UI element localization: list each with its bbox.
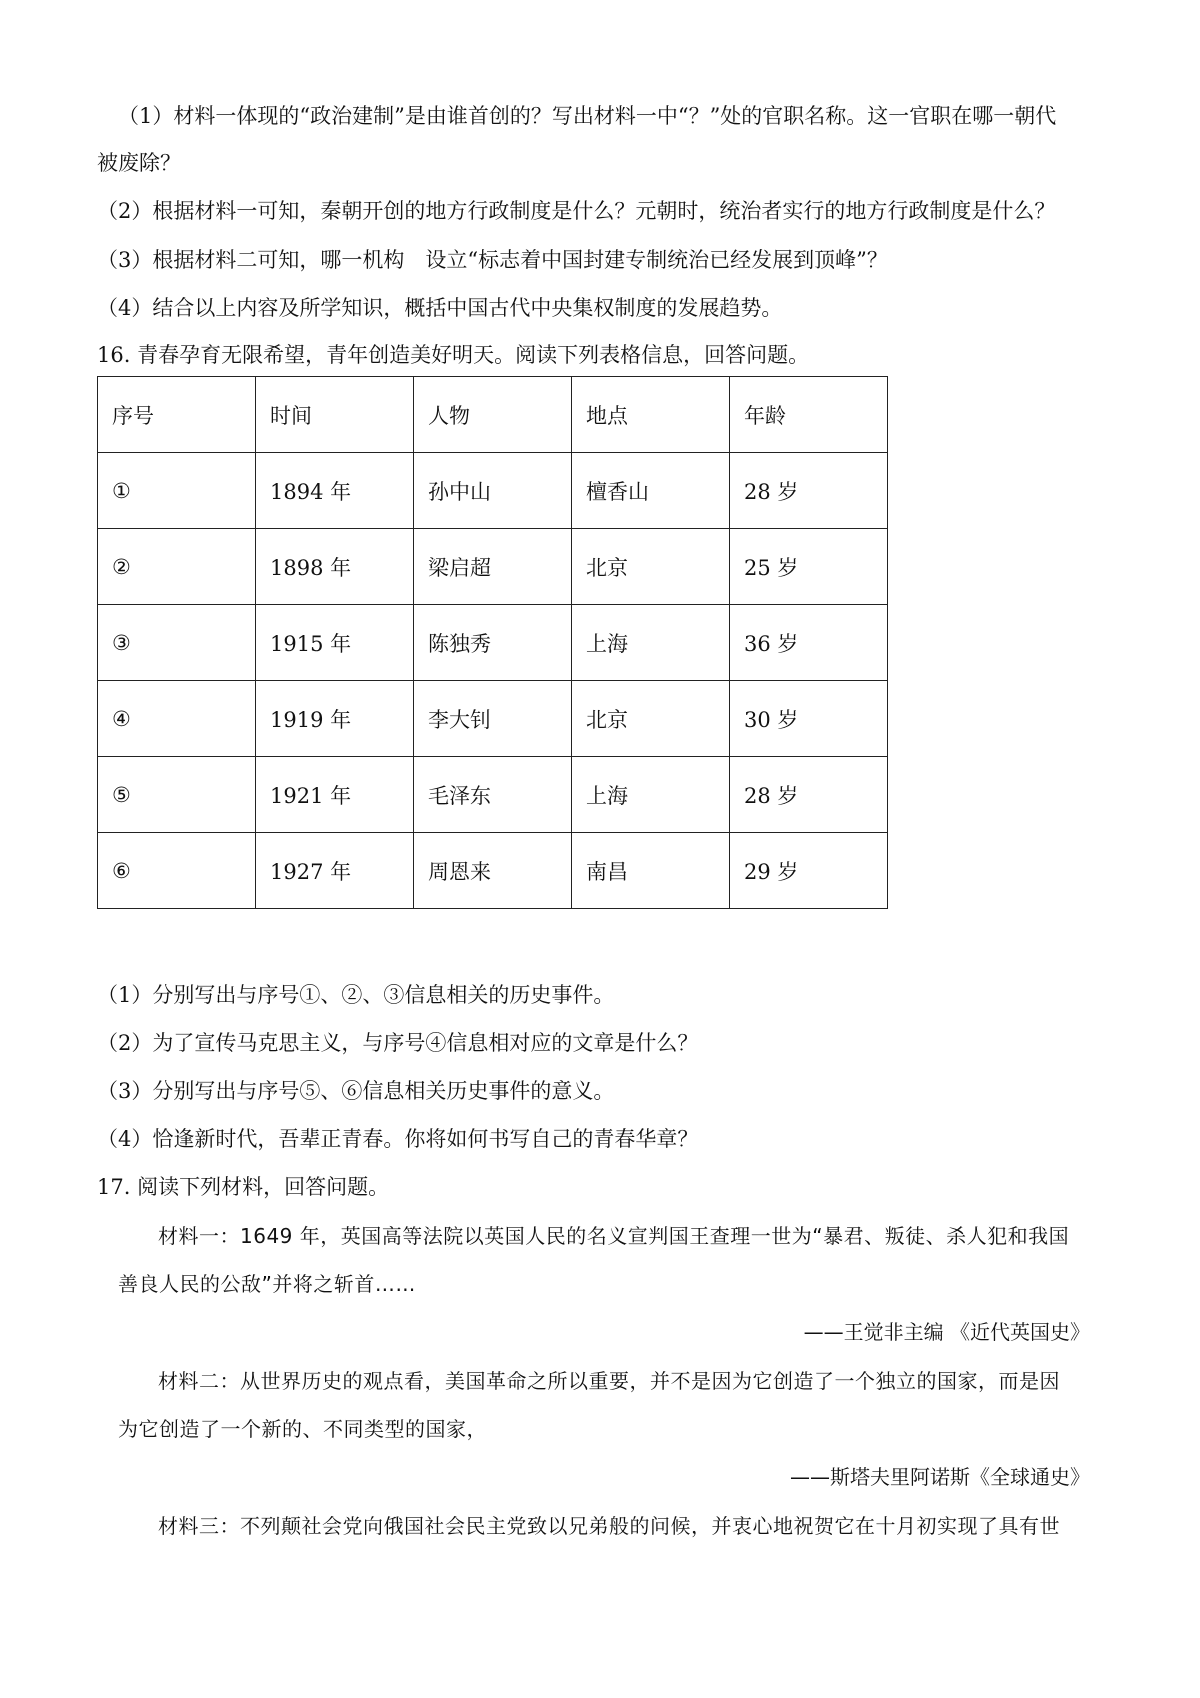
table-cell: 28 岁 xyxy=(730,757,888,833)
table-cell: 北京 xyxy=(572,529,730,605)
table-cell: 梁启超 xyxy=(414,529,572,605)
table-cell: 上海 xyxy=(572,605,730,681)
table-cell: 1927 年 xyxy=(256,833,414,909)
table-header-cell: 时间 xyxy=(256,377,414,453)
prev-subquestion-2: （2）根据材料一可知，秦朝开创的地方行政制度是什么？元朝时，统治者实行的地方行政制度是什么？ xyxy=(97,199,1056,223)
table-header-cell: 年龄 xyxy=(730,377,888,453)
table-cell: ② xyxy=(98,529,256,605)
table-cell: 1894 年 xyxy=(256,453,414,529)
prev-subquestion-3: （3）根据材料二可知，哪一机构 设立“标志着中国封建专制统治已经发展到顶峰”？ xyxy=(97,248,888,272)
table-cell: 29 岁 xyxy=(730,833,888,909)
table-header-cell: 序号 xyxy=(98,377,256,453)
prev-subquestion-4: （4）结合以上内容及所学知识，概括中国古代中央集权制度的发展趋势。 xyxy=(97,296,783,320)
table-cell: 南昌 xyxy=(572,833,730,909)
table-cell: 30 岁 xyxy=(730,681,888,757)
table-cell: 孙中山 xyxy=(414,453,572,529)
q16-subquestion-2: （2）为了宣传马克思主义，与序号④信息相对应的文章是什么？ xyxy=(97,1031,699,1055)
prev-subquestion-1-line2: 被废除？ xyxy=(97,151,181,175)
table-cell: 1919 年 xyxy=(256,681,414,757)
prev-subquestion-1-line1: （1）材料一体现的“政治建制”是由谁首创的？写出材料一中“？”处的官职名称。这一官职在哪一朝代 xyxy=(118,104,1057,128)
table-row xyxy=(98,833,888,909)
q16-subquestion-4: （4）恰逢新时代，吾辈正青春。你将如何书写自己的青春华章？ xyxy=(97,1127,699,1151)
table-row xyxy=(98,757,888,833)
table-cell: 1921 年 xyxy=(256,757,414,833)
table-row xyxy=(98,605,888,681)
table-cell: ③ xyxy=(98,605,256,681)
table-cell: 25 岁 xyxy=(730,529,888,605)
q16-subquestion-1: （1）分别写出与序号①、②、③信息相关的历史事件。 xyxy=(97,983,615,1007)
table-cell: 陈独秀 xyxy=(414,605,572,681)
table-cell: 檀香山 xyxy=(572,453,730,529)
table-cell: 周恩来 xyxy=(414,833,572,909)
table-cell: ⑤ xyxy=(98,757,256,833)
table-header-cell: 人物 xyxy=(414,377,572,453)
material-2-line2: 为它创造了一个新的、不同类型的国家， xyxy=(118,1417,487,1441)
table-cell: 北京 xyxy=(572,681,730,757)
table-header-cell: 地点 xyxy=(572,377,730,453)
table-cell: 1898 年 xyxy=(256,529,414,605)
material-3-line1: 材料三：不列颠社会党向俄国社会民主党致以兄弟般的问候，并衷心地祝贺它在十月初实现了具有世 xyxy=(158,1514,1060,1538)
table-header-row xyxy=(98,377,888,453)
youth-info-table xyxy=(97,376,888,909)
material-2-line1: 材料二：从世界历史的观点看，美国革命之所以重要，并不是因为它创造了一个独立的国家，而是因 xyxy=(158,1369,1060,1393)
material-1-source: ——王觉非主编 《近代英国史》 xyxy=(803,1320,1090,1344)
table-cell: ① xyxy=(98,453,256,529)
q16-subquestion-3: （3）分别写出与序号⑤、⑥信息相关历史事件的意义。 xyxy=(97,1079,615,1103)
material-1-line2: 善良人民的公敌”并将之斩首…… xyxy=(118,1272,416,1296)
material-2-source: ——斯塔夫里阿诺斯《全球通史》 xyxy=(790,1465,1090,1489)
table-cell: 1915 年 xyxy=(256,605,414,681)
question-16-stem: 16. 青春孕育无限希望，青年创造美好明天。阅读下列表格信息，回答问题。 xyxy=(97,343,810,367)
table-row xyxy=(98,453,888,529)
table-cell: 上海 xyxy=(572,757,730,833)
table-cell: 李大钊 xyxy=(414,681,572,757)
table-cell: ④ xyxy=(98,681,256,757)
table-cell: ⑥ xyxy=(98,833,256,909)
table-cell: 36 岁 xyxy=(730,605,888,681)
material-1-line1: 材料一：1649 年，英国高等法院以英国人民的名义宣判国王查理一世为“暴君、叛徒、杀人犯和我国 xyxy=(158,1224,1070,1248)
table-cell: 28 岁 xyxy=(730,453,888,529)
table-cell: 毛泽东 xyxy=(414,757,572,833)
question-17-stem: 17. 阅读下列材料，回答问题。 xyxy=(97,1175,390,1199)
table-row xyxy=(98,529,888,605)
table-row xyxy=(98,681,888,757)
